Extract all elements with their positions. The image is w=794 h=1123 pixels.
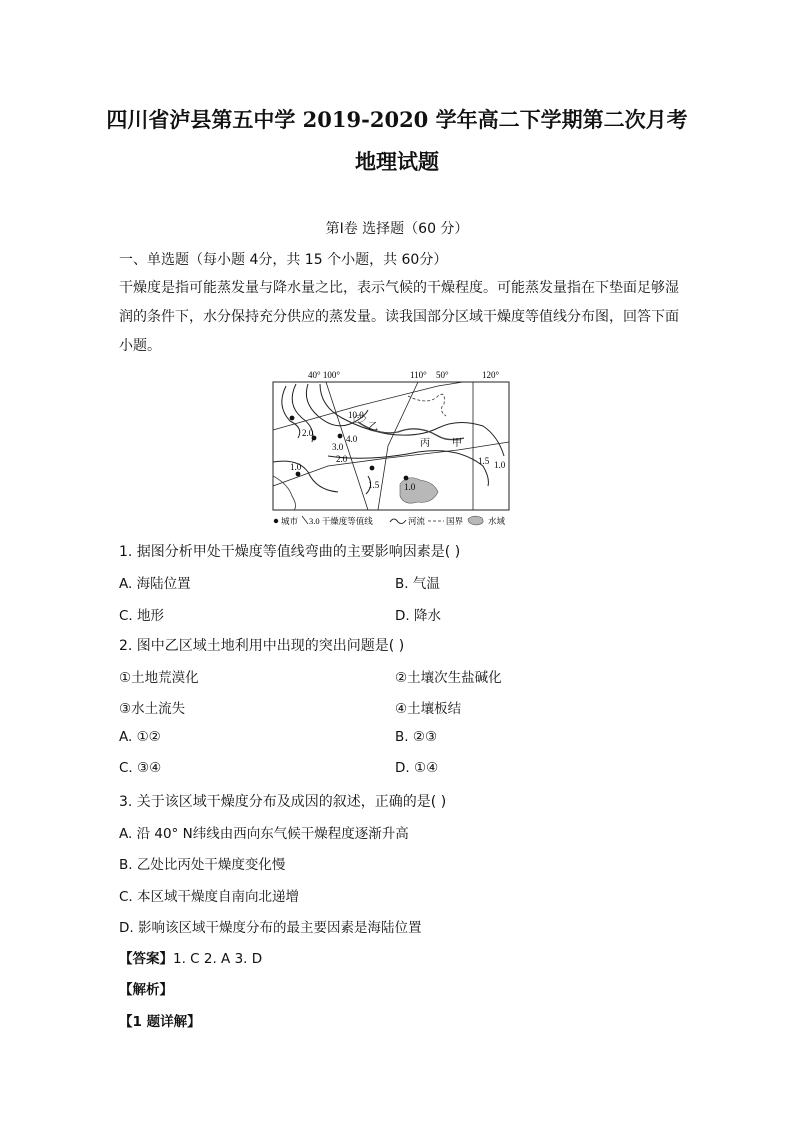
national-border bbox=[408, 394, 446, 416]
isoline-label: 1.0 bbox=[290, 462, 302, 472]
q2-item-1: ①土地荒漠化 bbox=[119, 670, 199, 686]
q1-option-d: D. 降水 bbox=[395, 608, 441, 624]
river bbox=[273, 476, 296, 510]
city-marker bbox=[290, 416, 295, 421]
parallel-line-2 bbox=[273, 442, 509, 486]
city-marker bbox=[296, 472, 301, 477]
answer-text: 1. C 2. A 3. D bbox=[173, 951, 263, 967]
legend-water: 水域 bbox=[488, 516, 506, 526]
q2-item-3: ③水土流失 bbox=[119, 701, 186, 717]
isoline-label: 3.0 bbox=[332, 442, 344, 452]
answer-line bbox=[119, 947, 262, 967]
legend-water-icon bbox=[468, 516, 483, 525]
q2-option-d: D. ①④ bbox=[395, 760, 439, 776]
map-frame bbox=[273, 382, 509, 510]
q3-option-d: D. 影响该区域干燥度分布的最主要因素是海陆位置 bbox=[119, 920, 422, 936]
city-marker bbox=[404, 476, 409, 481]
map-label-120: 120° bbox=[482, 370, 500, 380]
q2-item-4: ④土壤板结 bbox=[395, 701, 462, 717]
intro-paragraph: 干燥度是指可能蒸发量与降水量之比，表示气候的干燥程度。可能蒸发量指在下垫面足够湿润的条件下，水分保持充分供应的蒸发量。读我国部分区域干燥度等值线分布图，回答下面小题。 bbox=[119, 280, 679, 354]
legend-isoline: 3.0 干燥度等值线 bbox=[309, 516, 373, 526]
legend-city-icon bbox=[274, 519, 278, 523]
analysis-label: 【解析】 bbox=[119, 982, 173, 998]
aridity-isoline-map bbox=[268, 366, 530, 532]
isoline-label: 1.5 bbox=[478, 456, 490, 466]
q2-item-2: ②土壤次生盐碱化 bbox=[395, 670, 502, 686]
q1-option-c: C. 地形 bbox=[119, 608, 165, 624]
question-1-stem: 1. 据图分析甲处干燥度等值线弯曲的主要影响因素是( ) bbox=[119, 544, 461, 560]
exam-title-line1: 四川省泸县第五中学 2019-2020 学年高二下学期第二次月考 bbox=[106, 107, 688, 132]
isoline-label: 2.0 bbox=[302, 428, 314, 438]
isoline-label: 10.0 bbox=[348, 410, 364, 420]
answer-label: 【答案】 bbox=[119, 951, 173, 967]
q1-option-a: A. 海陆位置 bbox=[119, 576, 191, 592]
q2-option-b: B. ②③ bbox=[395, 729, 438, 745]
part-title: 一、单选题（每小题 4分，共 15 个小题，共 60分） bbox=[119, 252, 448, 268]
isoline-label: 1.5 bbox=[368, 480, 380, 490]
detail-label-q1: 【1 题详解】 bbox=[119, 1014, 201, 1030]
city-marker bbox=[370, 466, 375, 471]
q3-option-a: A. 沿 40° N纬线由西向东气候干燥程度逐渐升高 bbox=[119, 826, 409, 842]
question-3-stem: 3. 关于该区域干燥度分布及成因的叙述，正确的是( ) bbox=[119, 794, 447, 810]
legend-city: 城市 bbox=[281, 516, 299, 526]
isoline-label: 1.0 bbox=[494, 460, 506, 470]
region-label-yi: 乙 bbox=[368, 422, 378, 433]
isoline-label: 4.0 bbox=[346, 434, 358, 444]
legend-river-icon bbox=[390, 519, 406, 524]
question-2-stem: 2. 图中乙区域土地利用中出现的突出问题是( ) bbox=[119, 638, 405, 654]
legend-river: 河流 bbox=[408, 516, 426, 526]
map-label-110: 110° bbox=[410, 370, 427, 380]
map-label-50: 50° bbox=[436, 370, 449, 380]
city-marker bbox=[338, 434, 343, 439]
legend-border: 国界 bbox=[446, 516, 464, 526]
isoline-label: 2.0 bbox=[336, 454, 348, 464]
q1-option-b: B. 气温 bbox=[395, 576, 440, 592]
q2-option-a: A. ①② bbox=[119, 729, 161, 745]
map-label-40-100: 40° 100° bbox=[308, 370, 340, 380]
volume-title: 第Ⅰ卷 选择题（60 分） bbox=[325, 221, 469, 237]
exam-title-line2: 地理试题 bbox=[355, 149, 439, 174]
isoline-label: 1.0 bbox=[404, 482, 416, 492]
region-label-bing: 丙 bbox=[420, 438, 430, 449]
region-label-jia: 甲 bbox=[452, 438, 462, 449]
q2-option-c: C. ③④ bbox=[119, 760, 162, 776]
q3-option-b: B. 乙处比丙处干燥度变化慢 bbox=[119, 857, 286, 873]
q3-option-c: C. 本区域干燥度自南向北递增 bbox=[119, 889, 300, 905]
legend-isoline-icon bbox=[302, 516, 308, 524]
